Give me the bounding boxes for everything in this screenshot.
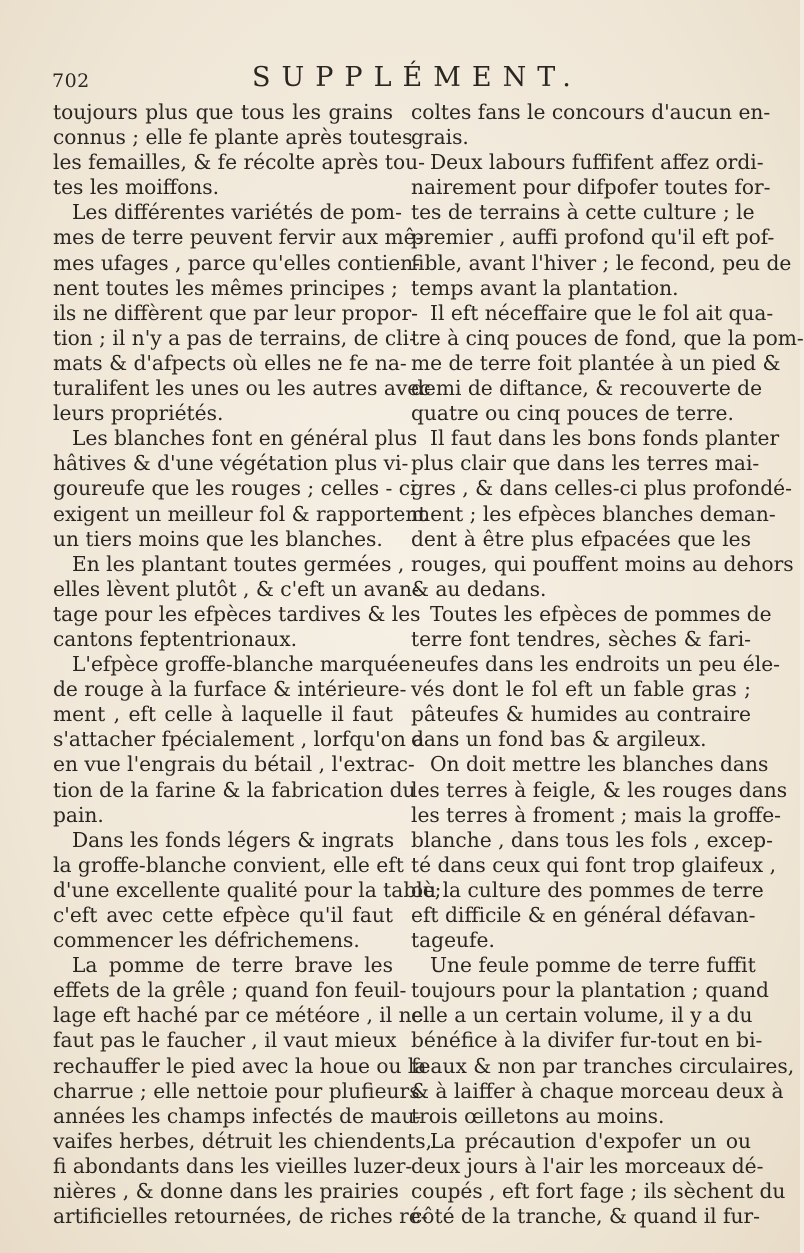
text-line: leurs propriétés. — [53, 401, 224, 426]
text-line: tes les moiffons. — [53, 175, 220, 200]
text-line: exigent un meilleur fol & rapportent — [53, 501, 427, 526]
text-line: Les blanches font en général plus — [72, 426, 418, 451]
text-line: toujours pour la plantation ; quand — [411, 978, 769, 1003]
text-line: vaifes herbes, détruit les chiendents, — [53, 1128, 433, 1153]
text-line: nières , & donne dans les prairies — [53, 1179, 399, 1204]
text-line: tion ; il n'y a pas de terrains, de cli- — [53, 325, 416, 350]
text-line: tageufe. — [411, 928, 495, 953]
text-line: mes de terre peuvent fervir aux mê- — [53, 225, 423, 250]
text-line: deux jours à l'air les morceaux dé- — [411, 1153, 764, 1178]
text-line: elle a un certain volume, il y a du — [411, 1003, 753, 1028]
text-line: Deux labours fuffifent affez ordi- — [430, 150, 764, 175]
text-line: té dans ceux qui font trop glaifeux , — [411, 852, 776, 877]
text-line: un tiers moins que les blanches. — [53, 526, 383, 551]
text-line: rouges, qui pouffent moins au dehors — [411, 551, 794, 576]
text-line: quatre ou cinq pouces de terre. — [411, 401, 734, 426]
text-line: de rouge à la furface & intérieure- — [53, 677, 407, 702]
text-line: blanche , dans tous les fols , excep- — [411, 827, 773, 852]
text-line: & au dedans. — [411, 576, 547, 601]
text-line: gres , & dans celles-ci plus profondé- — [411, 476, 792, 501]
text-line: dans un fond bas & argileux. — [411, 727, 707, 752]
text-line: d'une excellente qualité pour la table; — [53, 877, 442, 902]
text-line: années les champs infectés de mau- — [53, 1103, 422, 1128]
text-line: me de terre foit plantée à un pied & — [411, 350, 781, 375]
text-line: Il faut dans les bons fonds planter — [430, 426, 780, 451]
text-line: eft difficile & en général défavan- — [411, 903, 756, 927]
right-text-column — [411, 100, 804, 1229]
text-line: coupés , eft fort fage ; ils sèchent du — [411, 1179, 786, 1204]
text-line: où la culture des pommes de terre — [411, 877, 764, 902]
text-line: dent à être plus efpacées que les — [411, 526, 751, 551]
left-text-column — [53, 100, 442, 1229]
text-line: commencer les défrichemens. — [53, 928, 360, 953]
text-line: toujours plus que tous les grains — [53, 100, 393, 124]
text-line: turalifent les unes ou les autres avec — [53, 376, 431, 401]
text-line: hâtives & d'une végétation plus vi- — [53, 451, 409, 476]
text-line: cantons feptentrionaux. — [53, 626, 298, 651]
text-line: Les différentes variétés de pom- — [72, 200, 402, 225]
text-line: En les plantant toutes germées , — [72, 551, 405, 576]
text-line: La pomme de terre brave les — [72, 953, 393, 978]
text-line: pain. — [53, 802, 104, 827]
text-line: les terres à froment ; mais la groffe- — [411, 802, 781, 827]
text-line: artificielles retournées, de riches ré- — [53, 1204, 428, 1229]
text-line: nent toutes les mêmes principes ; — [53, 275, 398, 300]
text-line: effets de la grêle ; quand fon feuil- — [53, 978, 407, 1003]
text-line: lage eft haché par ce météore , il ne — [53, 1003, 424, 1028]
text-line: trois œilletons au moins. — [411, 1103, 665, 1128]
text-line: Toutes les efpèces de pommes de — [430, 601, 772, 626]
text-line: temps avant la plantation. — [411, 275, 679, 300]
text-line: la groffe-blanche convient, elle eft — [53, 852, 404, 877]
text-line: tre à cinq pouces de fond, que la pom- — [411, 325, 804, 350]
text-line: bénéfice à la divifer fur-tout en bi- — [411, 1028, 763, 1053]
text-line: tion de la farine & la fabrication du — [53, 777, 416, 802]
text-line: coltes fans le concours d'aucun en- — [411, 100, 771, 124]
text-line: s'attacher fpécialement , lorfqu'on a — [53, 727, 425, 752]
text-line: nairement pour difpofer toutes for- — [411, 175, 771, 200]
text-line: faut pas le faucher , il vaut mieux — [53, 1028, 397, 1053]
text-line: rechauffer le pied avec la houe ou la — [53, 1053, 427, 1078]
text-line: grais. — [411, 125, 469, 150]
text-line: La précaution d'expofer un ou — [430, 1128, 751, 1153]
text-line: Une feule pomme de terre fuffit — [430, 953, 756, 978]
text-line: goureufe que les rouges ; celles - ci — [53, 476, 417, 501]
text-line: feaux & non par tranches circulaires, — [411, 1053, 795, 1078]
text-line: plus clair que dans les terres mai- — [411, 451, 760, 476]
text-line: terre font tendres, sèches & fari- — [411, 626, 751, 651]
text-line: On doit mettre les blanches dans — [430, 752, 769, 777]
running-title: SUPPLÉMENT. — [252, 62, 582, 93]
text-line: L'efpèce groffe-blanche marquée — [72, 652, 411, 677]
text-line: vés dont le fol eft un fable gras ; — [411, 677, 751, 702]
text-line: elles lèvent plutôt , & c'eft un avan- — [53, 576, 419, 601]
text-line: neufes dans les endroits un peu éle- — [411, 652, 780, 677]
text-line: en vue l'engrais du bétail , l'extrac- — [53, 752, 415, 777]
text-line: les terres à feigle, & les rouges dans — [411, 777, 788, 802]
text-line: tes de terrains à cette culture ; le — [411, 200, 755, 225]
text-line: premier , auffi profond qu'il eft pof- — [411, 225, 775, 250]
page-number: 702 — [52, 70, 90, 92]
text-line: c'eft avec cette efpèce qu'il faut — [53, 903, 393, 927]
text-line: tage pour les efpèces tardives & les — [53, 601, 421, 626]
text-line: ment ; les efpèces blanches deman- — [411, 501, 776, 526]
text-line: demi de diftance, & recouverte de — [411, 376, 763, 401]
text-line: fi abondants dans les vieilles luzer- — [53, 1153, 413, 1178]
text-line: & à laiffer à chaque morceau deux à — [411, 1078, 784, 1103]
text-line: mes ufages , parce qu'elles contien- — [53, 250, 420, 275]
text-line: pâteufes & humides au contraire — [411, 702, 751, 727]
page-header — [52, 62, 752, 102]
text-line: les femailles, & fe récolte après tou- — [53, 150, 425, 175]
text-line: côté de la tranche, & quand il fur- — [411, 1204, 760, 1229]
text-line: ment , eft celle à laquelle il faut — [53, 702, 393, 727]
text-line: ils ne diffèrent que par leur propor- — [53, 300, 418, 325]
text-line: mats & d'afpects où elles ne fe na- — [53, 350, 407, 375]
text-line: fible, avant l'hiver ; le fecond, peu de — [411, 250, 792, 275]
text-line: charrue ; elle nettoie pour plufieurs — [53, 1078, 420, 1103]
text-line: Dans les fonds légers & ingrats — [72, 827, 395, 852]
text-line: connus ; elle fe plante après toutes — [53, 125, 413, 150]
text-line: Il eft néceffaire que le fol ait qua- — [430, 300, 774, 325]
